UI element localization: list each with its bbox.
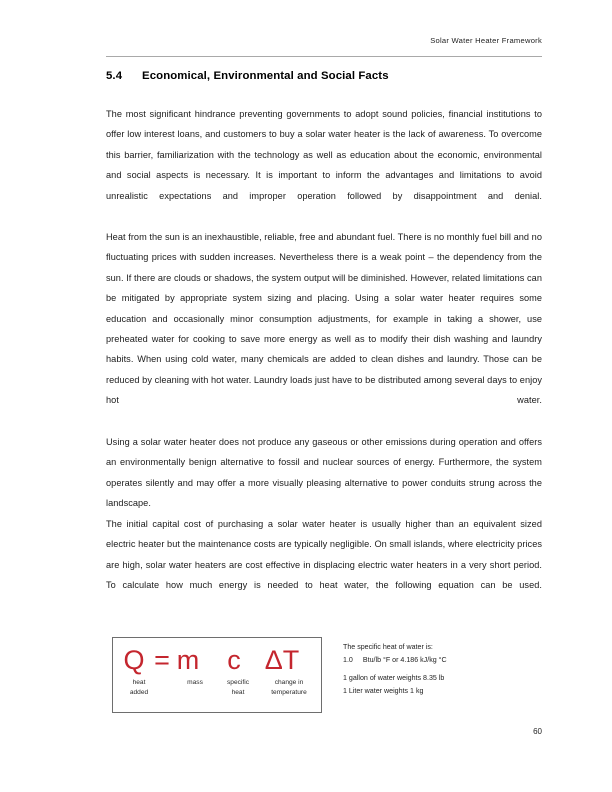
equation-label-q xyxy=(119,678,159,697)
equation-label-c xyxy=(217,678,259,697)
paragraph-text: Using a solar water heater does not produce any gaseous or other emissions during operation and offers an environmentally benign alternative to fossil and nuclear sources of energy. Furthermore, the system operates silently and may offer a more visually pleasing alternative to power conduits strung across the landscape. xyxy=(106,437,542,509)
note-gallon-weight: 1 gallon of water weights 8.35 lb xyxy=(343,674,445,682)
specific-heat-note xyxy=(343,643,543,705)
equation-legend xyxy=(113,678,323,708)
section-title: Economical, Environmental and Social Facts xyxy=(142,70,389,82)
equation-label-delta-t-line2: temperature xyxy=(271,688,307,696)
note-liter-weight: 1 Liter water weights 1 kg xyxy=(343,686,424,695)
equation-label-c-line1: specific xyxy=(227,679,249,686)
equation-term-m: m xyxy=(176,645,200,675)
paragraph-text: The initial capital cost of purchasing a solar water heater is usually higher than an equivalent sized electric heater but the maintenance costs are typically negligible. On small islands, where electricity prices are high, solar water heaters are cost effective in displacing electric water heaters in a very short period. To calculate how much energy is needed to heat water, the following equation can be used. xyxy=(106,519,542,591)
equation-label-delta-t-line1: change in xyxy=(274,679,304,686)
note-specific-heat-value xyxy=(343,656,543,665)
page-title xyxy=(106,70,542,82)
running-header: Solar Water Heater Framework xyxy=(430,36,542,45)
equation-term-c: c xyxy=(227,645,241,675)
equation-figure xyxy=(112,637,322,713)
body-paragraph xyxy=(106,104,542,226)
body-paragraph xyxy=(106,514,542,616)
paragraph-text: Heat from the sun is an inexhaustible, reliable, free and abundant fuel. There is no monthly fuel bill and no fluctuating prices with sudden increases. Nevertheless there is a weak point – the dependency from the sun. If there are clouds or shadows, the system output will be diminished. However, related limitations can be mitigated by appropriate system sizing and placing. Using a solar water heater requires some education and occasionally minor consumption adjustments, for example in taking a shower, use preheated water for cooking to save more energy as well as to modify their dish washing and laundry habits. When using cold water, many chemicals are added to clean dishes and laundry. Those can be reduced by cleaning with hot water. Laundry loads just have to be distributed among several days to enjoy hot water. xyxy=(106,232,542,406)
equation-term-q: Q xyxy=(123,645,145,675)
note-heading: The specific heat of water is: xyxy=(343,643,433,651)
equation-label-m xyxy=(175,678,215,688)
note-value-number: 1.0 xyxy=(343,655,353,664)
equation-term-delta-t: ΔT xyxy=(264,645,300,675)
page-number: 60 xyxy=(533,727,542,736)
equation-label-c-line2: heat xyxy=(231,688,245,696)
body-paragraph xyxy=(106,227,542,431)
equation-label-q-line1: heat xyxy=(132,679,146,686)
paragraph-text: The most significant hindrance preventing governments to adopt sound policies, financial institutions to offer low interest loans, and customers to buy a solar water heater is the lack of awareness. To overcome this barrier, familiarization with the technology as well as education about the economic, environmental and social aspects is necessary. It is important to inform the advantages and limitations to avoid unrealistic expectations and improper operation followed by disappointment and denial. xyxy=(106,109,542,201)
note-value-unit: Btu/lb °F or 4.186 kJ/kg °C xyxy=(362,655,447,664)
equation-formula xyxy=(113,644,323,676)
section-number: 5.4 xyxy=(106,70,123,82)
equation-label-delta-t xyxy=(259,678,319,697)
equation-equals-sign: = xyxy=(154,645,170,675)
equation-label-m-line1: mass xyxy=(187,679,203,686)
header-divider xyxy=(106,56,542,57)
equation-label-q-line2: added xyxy=(129,688,149,696)
